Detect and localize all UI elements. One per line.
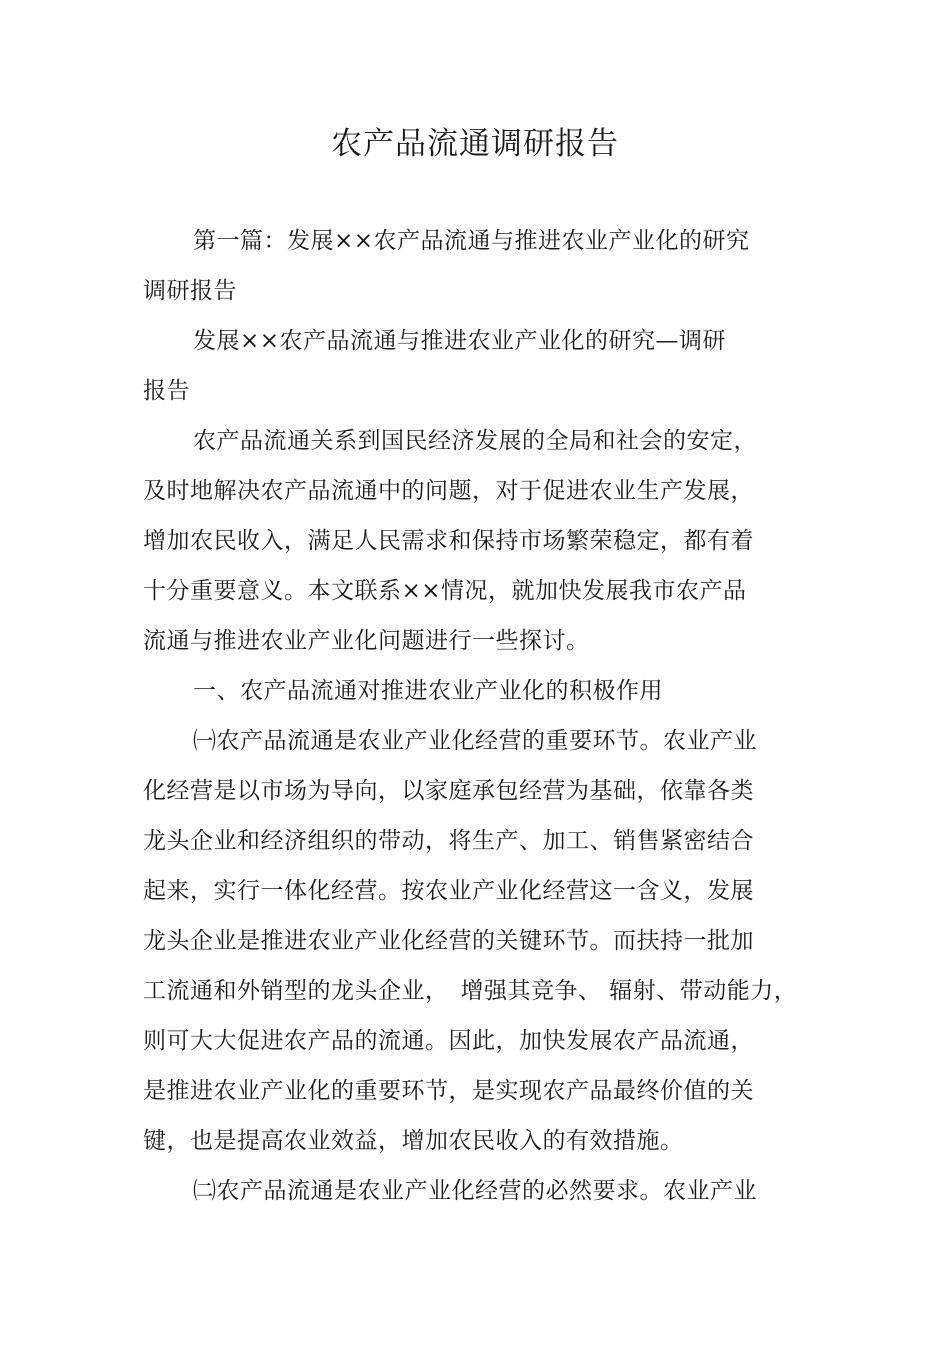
paragraph-line: 则可大大促进农产品的流通。因此，加快发展农产品流通， (143, 1028, 754, 1054)
heading-part-one: 第一篇：发展××农产品流通与推进农业产业化的研究 (193, 228, 750, 254)
section-heading: 一、农产品流通对推进农业产业化的积极作用 (193, 678, 663, 704)
paragraph-line: 十分重要意义。本文联系××情况，就加快发展我市农产品 (143, 578, 747, 604)
paragraph-line: 增加农民收入，满足人民需求和保持市场繁荣稳定，都有着 (143, 528, 754, 554)
subheading-cont: 报告 (143, 378, 190, 404)
paragraph-line: 及时地解决农产品流通中的问题，对于促进农业生产发展， (143, 478, 754, 504)
paragraph-line: 起来，实行一体化经营。按农业产业化经营这一含义，发展 (143, 878, 754, 904)
paragraph-line: 键，也是提高农业效益，增加农民收入的有效措施。 (143, 1128, 684, 1154)
paragraph-line: 龙头企业和经济组织的带动，将生产、加工、销售紧密结合 (143, 828, 754, 854)
subheading: 发展××农产品流通与推进农业产业化的研究—调研 (193, 328, 727, 354)
paragraph-line: ㈠农产品流通是农业产业化经营的重要环节。农业产业 (193, 728, 757, 754)
paragraph-line: ㈡农产品流通是农业产业化经营的必然要求。农业产业 (193, 1178, 757, 1204)
paragraph-line: 是推进农业产业化的重要环节，是实现农产品最终价值的关 (143, 1078, 754, 1104)
paragraph-line: 化经营是以市场为导向，以家庭承包经营为基础，依靠各类 (143, 778, 754, 804)
heading-part-one-cont: 调研报告 (143, 278, 237, 304)
paragraph-line: 龙头企业是推进农业产业化经营的关键环节。而扶持一批加 (143, 928, 754, 954)
paragraph-line: 工流通和外销型的龙头企业， 增强其竞争、 辐射、带动能力， (143, 978, 798, 1004)
paragraph-line: 农产品流通关系到国民经济发展的全局和社会的安定， (193, 428, 757, 454)
paragraph-line: 流通与推进农业产业化问题进行一些探讨。 (143, 628, 590, 654)
document-title: 农产品流通调研报告 (331, 126, 619, 162)
